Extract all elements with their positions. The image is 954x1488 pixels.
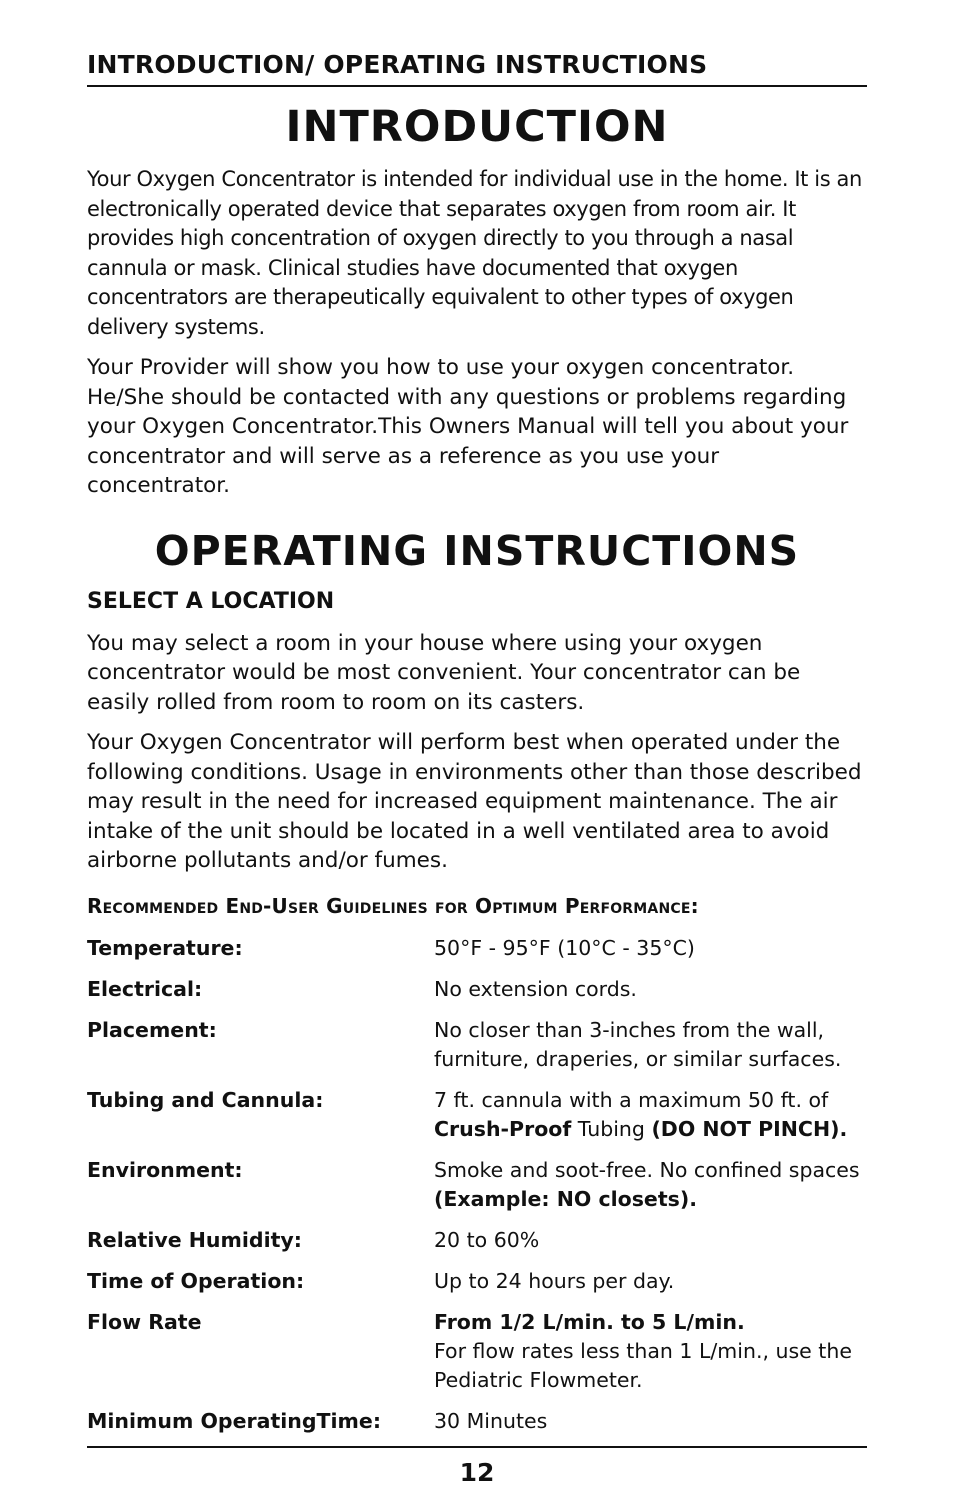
guideline-value: No extension cords. [434, 976, 637, 1001]
guideline-value: No closer than 3-inches from the wall, furniture, draperies, or similar surfaces. [434, 1017, 842, 1071]
guideline-label: Tubing and Cannula: [87, 1087, 324, 1112]
guideline-humidity [87, 1226, 867, 1255]
guideline-value: Up to 24 hours per day. [434, 1268, 675, 1293]
introduction-paragraph-2: Your Provider will show you how to use your oxygen concentrator. He/She should be contacted with any questions or problems regarding your Oxygen Concentrator.This Owners Manual will tell you about your concentrator and will serve as a reference as you use your concentrator. [87, 355, 849, 498]
guideline-temperature [87, 934, 867, 963]
guideline-label: Temperature: [87, 935, 243, 960]
guideline-value: 50°F - 95°F (10°C - 35°C) [434, 935, 695, 960]
introduction-paragraph-1: Your Oxygen Concentrator is intended for individual use in the home. It is an electronically operated device that separates oxygen from room air. It provides high concentration of oxygen directly to you through a nasal cannula or mask. Clinical studies have documented that oxygen concentrators are therapeutically equivalent to other types of oxygen delivery systems. [87, 167, 862, 339]
guideline-label: Relative Humidity: [87, 1227, 302, 1252]
guideline-tubing [87, 1086, 867, 1144]
tubing-text: Tubing [571, 1116, 652, 1141]
guideline-time-of-operation [87, 1267, 867, 1296]
guideline-label: Environment: [87, 1157, 243, 1182]
guideline-value-note: For flow rates less than 1 L/min., use the Pediatric Flowmeter. [434, 1338, 852, 1392]
guidelines-heading: Recommended End-User Guidelines for Optimum Performance: [87, 893, 699, 918]
guideline-value-emphasis: From 1/2 L/min. to 5 L/min. [434, 1309, 745, 1334]
guideline-label: Flow Rate [87, 1309, 202, 1334]
page-number: 12 [459, 1457, 495, 1487]
guideline-value: 20 to 60% [434, 1227, 540, 1252]
guideline-value-emphasis: (Example: NO closets). [434, 1186, 697, 1211]
operating-instructions-title: OPERATING INSTRUCTIONS [154, 526, 800, 575]
guideline-flow-rate [87, 1308, 867, 1395]
do-not-pinch-text: (DO NOT PINCH). [651, 1116, 848, 1141]
guideline-value-line [434, 1115, 867, 1144]
running-head: INTRODUCTION/ OPERATING INSTRUCTIONS [87, 50, 708, 79]
introduction-title: INTRODUCTION [285, 102, 669, 152]
guideline-label: Placement: [87, 1017, 217, 1042]
location-paragraph-2: Your Oxygen Concentrator will perform best when operated under the following conditions. Usage in environments other than those described may result in the need for increased equipment maintenance. The air intake of the unit should be located in a well ventilated area to avoid airborne pollutants and/or fumes. [87, 730, 862, 873]
guideline-value [434, 1308, 867, 1395]
guideline-placement [87, 1016, 867, 1074]
guideline-value: 30 Minutes [434, 1408, 548, 1433]
guideline-minimum-operating-time [87, 1407, 867, 1436]
crush-proof-text: Crush-Proof [434, 1116, 572, 1141]
guideline-value-line: 7 ft. cannula with a maximum 50 ft. of [434, 1087, 829, 1112]
guideline-label: Electrical: [87, 976, 203, 1001]
footer-rule [87, 1446, 867, 1448]
location-paragraph-1: You may select a room in your house where using your oxygen concentrator would be most convenient. Your concentrator can be easily rolled from room to room on its casters. [87, 630, 801, 715]
guideline-value-line: Smoke and soot-free. No confined spaces [434, 1157, 860, 1182]
guideline-label: Time of Operation: [87, 1268, 305, 1293]
guideline-value [434, 1086, 867, 1144]
guideline-value [434, 1156, 867, 1214]
header-rule [87, 85, 867, 87]
manual-page [87, 48, 867, 1488]
guideline-environment [87, 1156, 867, 1214]
select-location-heading: SELECT A LOCATION [87, 588, 335, 614]
guideline-electrical [87, 975, 867, 1004]
guidelines-list [87, 934, 867, 1436]
guideline-label: Minimum OperatingTime: [87, 1408, 382, 1433]
